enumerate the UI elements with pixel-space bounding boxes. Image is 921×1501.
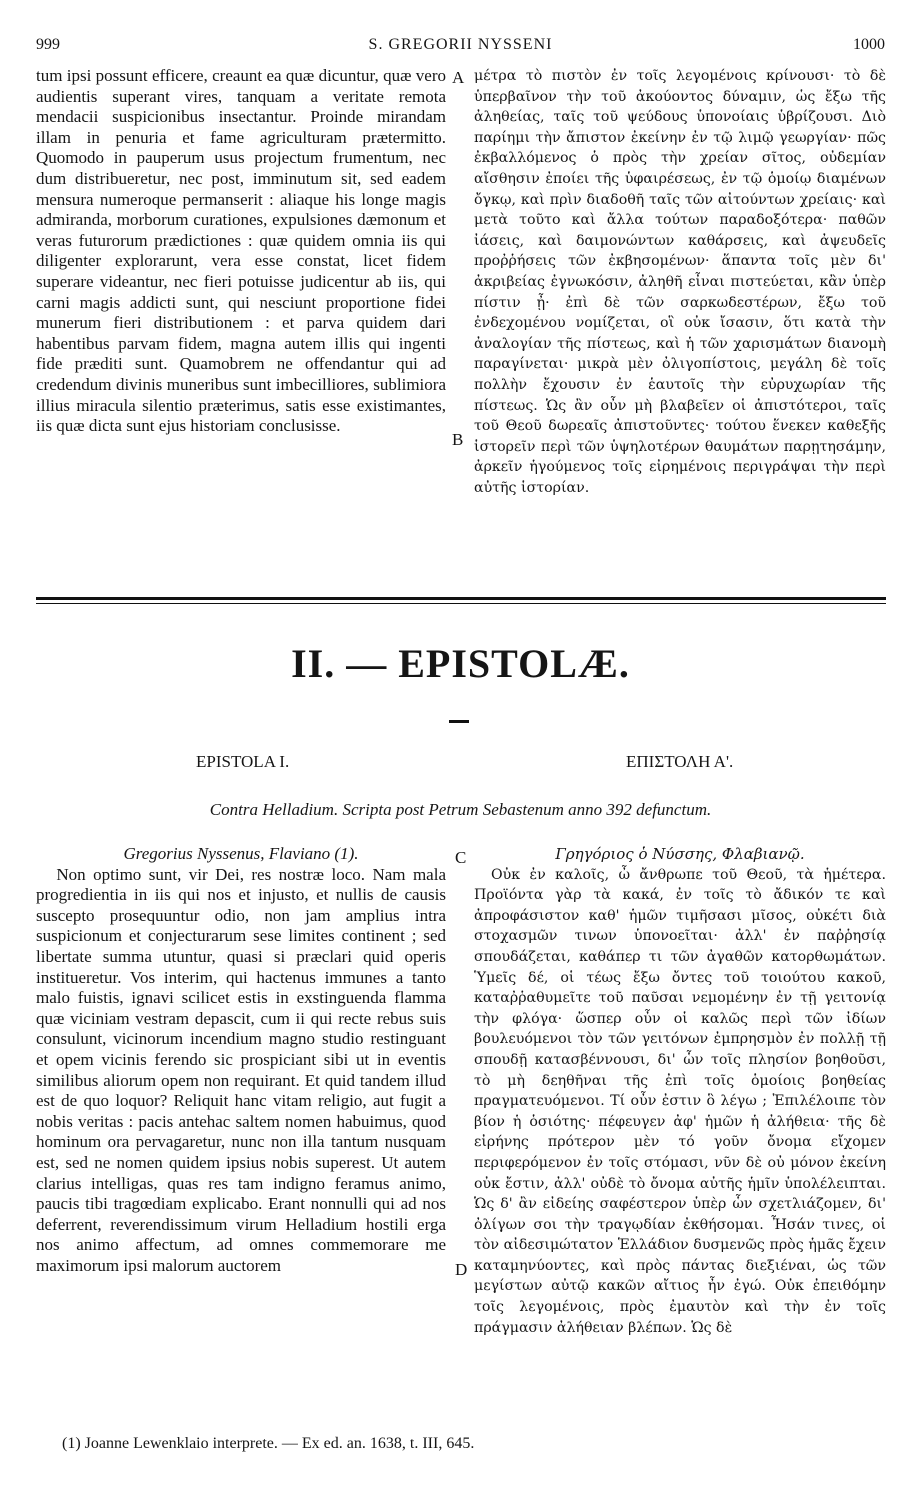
latin-body: Non optimo sunt, vir Dei, res nostræ loco. Nam mala progredientia in iis qui nos et injusto, et nullis de causis suscepto prosequuntur odio, non jam amplius intra suspicionum et conjecturarum sese limites continent ; sed libertate summa utuntur, quasi si præclari quid operis institueretur. Vos interim, qui hactenus immunes a tanto malo fuistis, ignavi scilicet estis in exstinguenda flamma quæ viciniam vestram depascit, cum ii qui recte rebus suis consulunt, vicinorum incendium magno studio restinguant et opem vicinis ferendo sic prospiciant sibi ut in eventis similibus aliorum opem non requirant. Et quid tandem illud est de quo loquor? Reliquit hanc vitam religio, aut fugit a nobis veritas : pacis antehac saltem nomen habuimus, quod hominum ora pervagaretur, nunc non illa tantum nusquam est, sed ne nomen quidem ipsius nobis superest. Ut autem clarius intelligas, quas res tam indigno feramus animo, paucis tibi tragœdiam explicabo. Erant nonnulli qui ad nos deferrent, reverendissimum virum Helladium hostili erga nos animo affectum, ad omnes commemorare me maximorum ipsi malorum auctorem bbox=[36, 864, 446, 1275]
page-number-left: 999 bbox=[36, 36, 60, 53]
margin-marker-a: A bbox=[452, 68, 465, 87]
footnote: (1) Joanne Lewenklaio interprete. — Ex ed. an. 1638, t. III, 645. bbox=[62, 1435, 475, 1452]
page-number-right: 1000 bbox=[853, 36, 885, 53]
top-latin-text: tum ipsi possunt efficere, creaunt ea quæ dicuntur, quæ vero audientis superant vires, tanquam a veritate remota mendacii suspicionibus insectantur. Proinde mirandam illam in penuria et fame agriculturam prætermitto. Quomodo in pauperum usus projectum frumentum, nec dum distribueretur, nec post, imminutum sit, sed eadem mensura numeroque permanserit : aliaque his longe magis admiranda, morborum curationes, expulsiones dæmonum et veras futurorum prædictiones : quæ quidem omnia iis qui diligenter explorarunt, vera esse constat, licet fidem superare videantur, nec fieri potuisse judicentur ab iis, qui carni magis addicti sunt, qui nesciunt proportione fidei munerum fieri distributionem : et parva quidem dari habentibus parvam fidem, magna autem illis qui ingenti fide præditi sunt. Quamobrem ne offendantur qui ad credendum divinis muneribus sunt imbecilliores, sublimiora illius miracula silentio præterimus, satis esse existimantes, iis quæ dicta sunt ejus historiam conclusisse. bbox=[36, 66, 446, 436]
top-greek-text: μέτρα τὸ πιστὸν ἐν τοῖς λεγομένοις κρίνουσι· τὸ δὲ ὑπερβαῖνον τὴν τοῦ ἀκούοντος δύναμιν, ὡς ἔξω τῆς ἀληθείας, ταῖς τοῦ ψεύδους ὑπονοίαις ὑβρίζουσι. Διὸ παρίημι τὴν ἄπιστον ἐκείνην ἐν τῷ λιμῷ γεωργίαν· πῶς ἐκβαλλόμενος ὁ πρὸς τὴν χρείαν σῖτος, οὐδεμίαν αἴσθησιν ἐποίει τῆς ὑφαιρέσεως, ἐν τῷ ὁμοίῳ διαμένων ὄγκῳ, καὶ πρὶν διαδοθῆ ταῖς τῶν αἰτούντων χρείαις· καὶ μετὰ τοῦτο καὶ ἄλλα τούτων παραδοξότερα· παθῶν ἰάσεις, καὶ δαιμονώντων καθάρσεις, καὶ ἀψευδεῖς προῤῥήσεις τῶν ἐκβησομένων· ἅπαντα τοῖς μὲν δι' ἀκριβείας ἐγνωκόσιν, ἀληθῆ εἶναι πιστεύεται, κἂν ὑπὲρ πίστιν ᾖ· ἐπὶ δὲ τῶν σαρκωδεστέρων, ἔξω τοῦ ἐνδεχομένου νομίζεται, οἳ οὐκ ἴσασιν, ὅτι κατὰ τὴν ἀναλογίαν τῆς πίστεως, καὶ ἡ τῶν χαρισμάτων διανομὴ παραγίνεται· μικρὰ μὲν ὀλιγοπίστοις, μεγάλη δὲ τοῖς πολλὴν ἔχουσιν ἐν ἑαυτοῖς τὴν εὐρυχωρίαν τῆς πίστεως. Ὡς ἂν οὖν μὴ βλαβεῖεν οἱ ἀπιστότεροι, ταῖς τοῦ Θεοῦ δωρεαῖς ἀπιστοῦντες· τούτου ἕνεκεν καθεξῆς ἱστορεῖν περὶ τῶν ὑψηλοτέρων θαυμάτων παρῃτησάμην, ἀρκεῖν ἡγούμενος τοῖς εἰρημένοις περιγράψαι τὴν περὶ αὐτῆς ἱστορίαν. bbox=[474, 68, 886, 496]
margin-marker-d: D bbox=[455, 1260, 468, 1279]
running-head bbox=[36, 36, 885, 58]
greek-body: Οὐκ ἐν καλοῖς, ὦ ἄνθρωπε τοῦ Θεοῦ, τὰ ἡμέτερα. Προϊόντα γὰρ τὰ κακά, ἐν τοῖς τὸ ἄδικόν τε καὶ ἀπροφάσιστον καθ' ἡμῶν τιμῆσασι μῖσος, οὐκέτι διὰ στοχασμῶν τινων ὑπονοεῖται· ἀλλ' ἐν παῤῥησίᾳ σπουδάζεται, καθάπερ τι τῶν ἀγαθῶν κατορθωμάτων. Ὑμεῖς δέ, οἱ τέως ἔξω ὄντες τοῦ τοιούτου κακοῦ, καταῤῥαθυμεῖτε τοῦ παῦσαι νεμομένην ἐν τῇ γειτονίᾳ τὴν φλόγα· ὥσπερ οὖν οἱ καλῶς περὶ τῶν ἰδίων βουλευόμενοι τὸν τῶν γειτόνων ἐμπρησμὸν ἐν πολλῇ τῇ σπουδῇ κατασβέννουσι, δι' ὧν τοῖς πλησίον βοηθοῦσι, τὸ μὴ δεηθῆναι τῆς ἐπὶ τοῖς ὁμοίοις βοηθείας πραγματευόμενοι. Τί οὖν ἐστιν ὃ λέγω ; Ἐπιλέλοιπε τὸν βίον ἡ ὁσιότης· πέφευγεν ἀφ' ἡμῶν ἡ ἀλήθεια· τῆς δὲ εἰρήνης πρότερον μὲν τό γοῦν ὄνομα εἴχομεν περιφερόμενον ἐν τοῖς στόμασι, νῦν δὲ οὐ μόνον ἐκείνη οὐκ ἔστιν, ἀλλ' οὐδὲ τὸ ὄνομα αὐτῆς ἡμῖν ὑπολέλειπται. Ὡς δ' ἂν εἰδείης σαφέστερον ὑπὲρ ὧν σχετλιάζομεν, δι' ὀλίγων σοι τὴν τραγῳδίαν ἐκθήσομαι. Ἦσάν τινες, οἱ τὸν αἰδεσιμώτατον Ἑλλάδιον δυσμενῶς πρὸς ἡμᾶς ἔχειν καταμηνύοντες, καὶ πρὸς πάντας διεξιέναι, ὡς τῶν μεγίστων αὐτῷ κακῶν αἴτιος ἦν ἐγώ. Οὐκ ἐπειθόμην τοῖς λεγομένοις, πρὸς ἐμαυτὸν καὶ τὴν ἐν τοῖς πράγμασιν ἀλήθειαν βλέπων. Ὡς δὲ bbox=[474, 866, 886, 1336]
title-dash bbox=[449, 720, 469, 723]
epistola-greek-heading: ΕΠΙΣΤΟΛΗ Α'. bbox=[626, 752, 734, 771]
top-greek-column bbox=[474, 66, 886, 498]
margin-marker-b: B bbox=[452, 430, 464, 449]
section-title: II. — EPISTOLÆ. bbox=[291, 641, 630, 686]
running-title: S. GREGORII NYSSENI bbox=[368, 36, 553, 53]
greek-salutation: Γρηγόριος ὁ Νύσσης, Φλαβιανῷ. bbox=[555, 845, 805, 863]
top-latin-column bbox=[36, 66, 446, 437]
divider-rule-thick bbox=[36, 597, 886, 600]
epistle-greek-column bbox=[474, 844, 886, 1338]
divider-rule-thin bbox=[36, 603, 886, 604]
epistle-subtitle: Contra Helladium. Scripta post Petrum Sebastenum anno 392 defunctum. bbox=[209, 800, 712, 819]
margin-marker-c: C bbox=[455, 848, 467, 867]
epistle-latin-column bbox=[36, 844, 446, 1276]
latin-salutation: Gregorius Nyssenus, Flaviano (1). bbox=[123, 844, 359, 863]
epistola-latin-heading: EPISTOLA I. bbox=[196, 752, 290, 771]
